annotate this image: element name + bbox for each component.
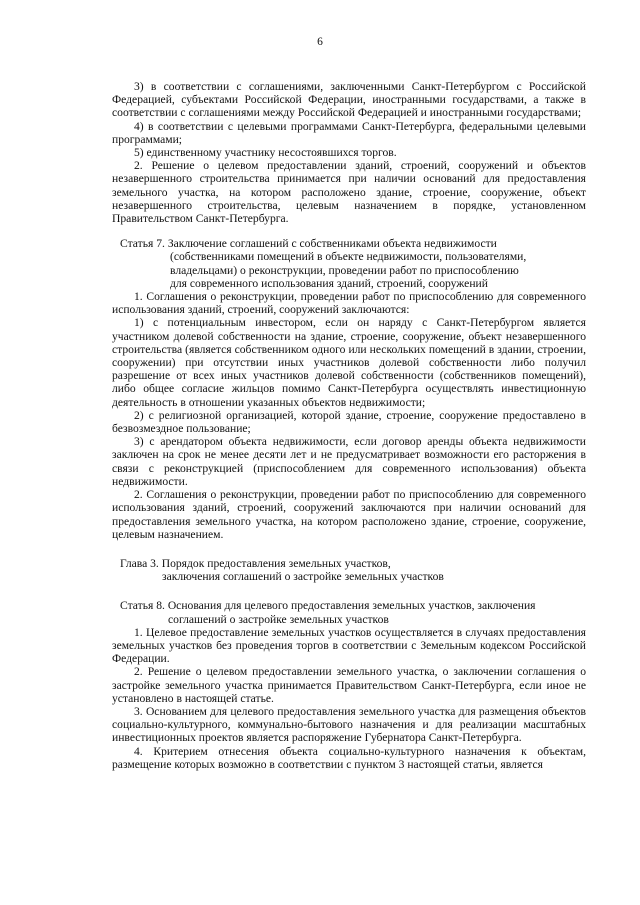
article-7-paragraph: 2. Соглашения о реконструкции, проведении работ по приспособлению для современного использования зданий, строений, сооружений заключаются при наличии оснований для предоставления земельного участка, на котором расположено здание, строение, сооружение, целевым назначением. <box>112 488 586 541</box>
paragraph-2-decision: 2. Решение о целевом предоставлении зданий, строений, сооружений и объектов незавершенного строительства принимается при наличии оснований для предоставления земельного участка, на котором расположено здание, строение, сооружение, объект незавершенного строительства, целевым назначением в порядке, установленном Правительством Санкт-Петербурга. <box>112 159 586 226</box>
article-7-heading-line: Статья 7. Заключение соглашений с собственниками объекта недвижимости <box>120 237 497 251</box>
chapter-3-heading-line: заключения соглашений о застройке земельных участков <box>162 570 444 584</box>
article-7-heading-line: для современного использования зданий, строений, сооружений <box>170 276 488 290</box>
article-8-heading <box>112 599 586 625</box>
article-8-paragraph: 2. Решение о целевом предоставлении земельного участка, о заключении соглашения о застройке земельного участка принимается Правительством Санкт-Петербурга, если иное не установлено в настоящей статье. <box>112 665 586 705</box>
article-8-paragraph: 4. Критерием отнесения объекта социально-культурного назначения к объектам, размещение которых возможно в соответствии с пунктом 3 настоящей статьи, является <box>112 744 586 771</box>
article-8-heading-line: соглашений о застройке земельных участков <box>168 612 389 626</box>
article-8-paragraph: 1. Целевое предоставление земельных участков осуществляется в случаях предоставления земельных участков без проведения торгов в соответствии с Земельным кодексом Российской Федерации. <box>112 625 586 666</box>
article-7-paragraph: 1) с потенциальным инвестором, если он наряду с Санкт-Петербургом является участником долевой собственности на здание, строение, сооружение, объект незавершенного строительства (является собственником одного или нескольких помещений в здании, строении, сооружении) при отсутствии иных участников долевой собственности либо получил разрешение от всех иных участников долевой собственности (собственников помещений), либо общее согласие жильцов помимо Санкт-Петербурга осуществлять инвестиционную деятельность в отношении указанных объектов недвижимости; <box>112 316 586 409</box>
article-8-heading-line: Статья 8. Основания для целевого предоставления земельных участков, заключения <box>120 599 536 613</box>
paragraph-5-sole-bidder: 5) единственному участнику несостоявшихся торгов. <box>134 146 397 160</box>
document-body <box>112 80 586 771</box>
article-7-heading-line: владельцами) о реконструкции, проведении работ по приспособлению <box>170 263 519 277</box>
article-7-paragraph: 2) с религиозной организацией, которой здание, строение, сооружение предоставлено в безвозмездное пользование; <box>112 408 586 436</box>
paragraph-3-agreements: 3) в соответствии с соглашениями, заключенными Санкт-Петербургом с Российской Федерацией, субъектами Российской Федерации, иностранными государствами, а также в соответствии с соглашениями между Российской Федерацией и иностранными государствами; <box>112 80 586 120</box>
article-7-paragraph: 1. Соглашения о реконструкции, проведении работ по приспособлению для современного использования зданий, строений, сооружений заключаются: <box>112 290 586 317</box>
page-number: 6 <box>317 36 323 48</box>
article-7-paragraph: 3) с арендатором объекта недвижимости, если договор аренды объекта недвижимости заключен на срок не менее десяти лет и не предусматривает возможности его расторжения в связи с реконструкцией (приспособлением для современного использования) объекта недвижимости. <box>112 435 586 488</box>
chapter-3-heading-line: Глава 3. Порядок предоставления земельных участков, <box>120 556 391 570</box>
article-8-paragraph: 3. Основанием для целевого предоставления земельного участка для размещения объектов социально-культурного, коммунально-бытового назначения и для реализации масштабных инвестиционных проектов является распоряжение Губернатора Санкт-Петербурга. <box>112 704 586 745</box>
paragraph-4-programs: 4) в соответствии с целевыми программами Санкт-Петербурга, федеральными целевыми программами; <box>112 119 586 146</box>
article-7-heading-line: (собственниками помещений в объекте недвижимости, пользователями, <box>170 250 527 264</box>
chapter-3-heading <box>112 557 586 583</box>
article-7-heading <box>112 237 586 290</box>
